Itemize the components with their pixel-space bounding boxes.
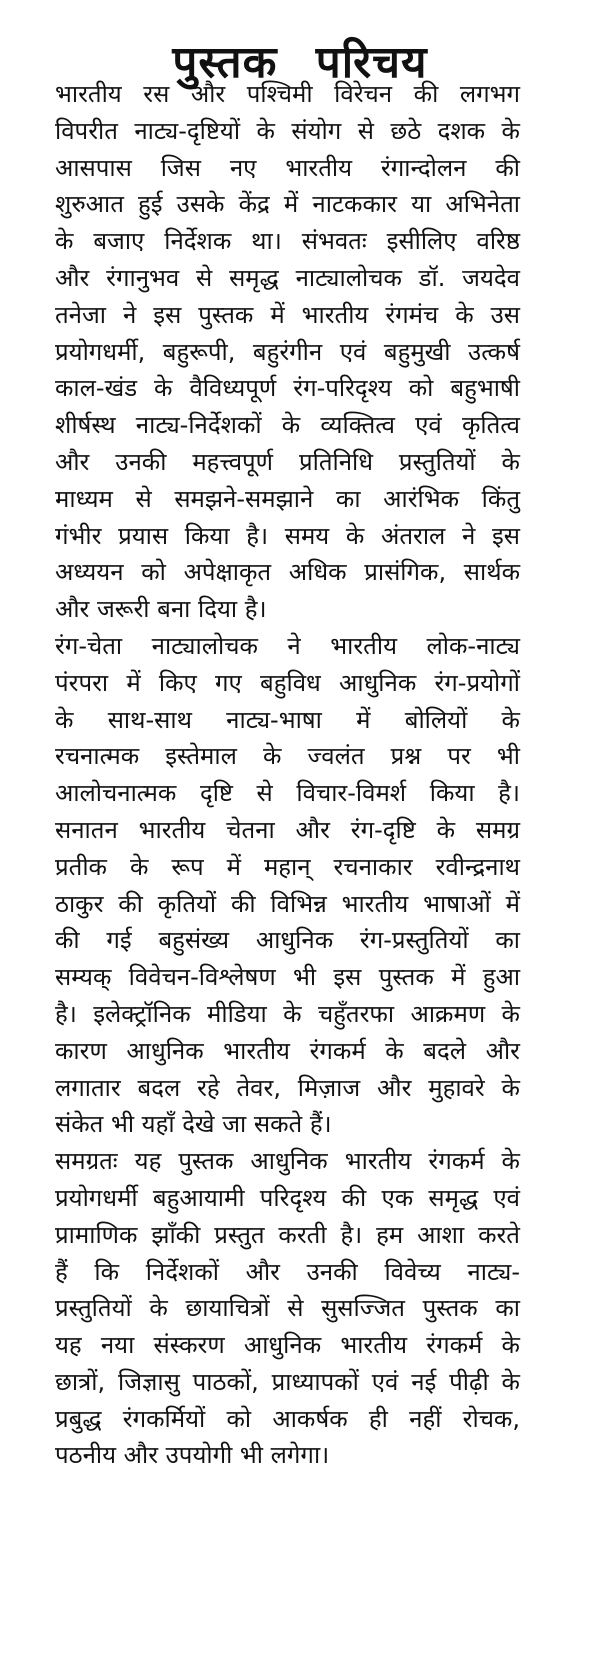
text-line: तनेजा ने इस पुस्तक में भारतीय रंगमंच के उस [55, 300, 520, 329]
text-line: प्रतीक के रूप में महान् रचनाकार रवीन्द्रनाथ [55, 852, 520, 881]
text-line: प्रबुद्ध रंगकर्मियों को आकर्षक ही नहीं रोचक, [55, 1404, 520, 1433]
text-line: है। इलेक्ट्रॉनिक मीडिया के चहुँतरफा आक्रमण के [55, 999, 520, 1028]
text-line: शुरुआत हुई उसके केंद्र में नाटककार या अभिनेता [55, 190, 520, 219]
text-line: सम्यक् विवेचन-विश्लेषण भी इस पुस्तक में हुआ [55, 963, 520, 992]
text-line: भारतीय रस और पश्चिमी विरेचन की लगभग [55, 80, 520, 108]
text-line: पठनीय और उपयोगी भी लगेगा। [55, 1441, 330, 1470]
paragraph-3 [55, 1143, 520, 1474]
text-line: पंरपरा में किए गए बहुविध आधुनिक रंग-प्रयोगों [55, 668, 520, 697]
paragraph-1 [55, 76, 520, 628]
text-line: समग्रतः यह पुस्तक आधुनिक भारतीय रंगकर्म के [55, 1147, 520, 1176]
text-line: और रंगानुभव से समृद्ध नाट्यालोचक डॉ. जयदेव [55, 263, 520, 292]
text-line: माध्यम से समझने-समझाने का आरंभिक किंतु [55, 484, 520, 513]
text-line: रंग-चेता नाट्यालोचक ने भारतीय लोक-नाट्य [55, 631, 520, 660]
text-line: के बजाए निर्देशक था। संभवतः इसीलिए वरिष्ठ [55, 227, 520, 256]
text-line: आसपास जिस नए भारतीय रंगान्दोलन की [55, 153, 520, 182]
text-line: प्रस्तुतियों के छायाचित्रों से सुसज्जित पुस्तक का [55, 1294, 520, 1323]
text-line: लगातार बदल रहे तेवर, मिज़ाज और मुहावरे के [55, 1073, 520, 1102]
text-line: संकेत भी यहाँ देखे जा सकते हैं। [55, 1110, 332, 1139]
text-line: शीर्षस्थ नाट्य-निर्देशकों के व्यक्तित्व एवं कृतित्व [55, 411, 520, 440]
text-line: और उनकी महत्त्वपूर्ण प्रतिनिधि प्रस्तुतियों के [55, 447, 520, 476]
text-line: और जरूरी बना दिया है। [55, 595, 267, 624]
text-line: छात्रों, जिज्ञासु पाठकों, प्राध्यापकों एवं नई पीढ़ी के [55, 1367, 520, 1396]
text-line: हैं कि निर्देशकों और उनकी विवेच्य नाट्य- [55, 1257, 520, 1286]
text-line: के साथ-साथ नाट्य-भाषा में बोलियों के [55, 705, 520, 734]
text-line: प्रामाणिक झाँकी प्रस्तुत करती है। हम आशा करते [55, 1220, 520, 1249]
text-line: यह नया संस्करण आधुनिक भारतीय रंगकर्म के [55, 1331, 520, 1360]
text-line: कारण आधुनिक भारतीय रंगकर्म के बदले और [55, 1036, 520, 1065]
text-line: प्रयोगधर्मी बहुआयामी परिदृश्य की एक समृद्ध एवं [55, 1183, 520, 1212]
paragraph-2 [55, 628, 520, 1143]
text-line: ठाकुर की कृतियों की विभिन्न भारतीय भाषाओं में [55, 889, 520, 918]
page-title: पुस्तक परिचय [172, 37, 428, 89]
text-line: आलोचनात्मक दृष्टि से विचार-विमर्श किया है। [55, 779, 520, 808]
text-line: सनातन भारतीय चेतना और रंग-दृष्टि के समग्र [55, 815, 520, 844]
body-text [55, 76, 520, 1474]
text-line: काल-खंड के वैविध्यपूर्ण रंग-परिदृश्य को बहुभाषी [55, 374, 520, 403]
text-line: प्रयोगधर्मी, बहुरूपी, बहुरंगीन एवं बहुमुखी उत्कर्ष [55, 337, 520, 366]
text-line: अध्ययन को अपेक्षाकृत अधिक प्रासंगिक, सार्थक [55, 558, 520, 587]
text-line: रचनात्मक इस्तेमाल के ज्वलंत प्रश्न पर भी [55, 742, 520, 771]
text-line: की गई बहुसंख्य आधुनिक रंग-प्रस्तुतियों का [55, 926, 520, 955]
text-line: गंभीर प्रयास किया है। समय के अंतराल ने इस [55, 521, 520, 550]
text-line: विपरीत नाट्य-दृष्टियों के संयोग से छठे दशक के [55, 116, 520, 145]
